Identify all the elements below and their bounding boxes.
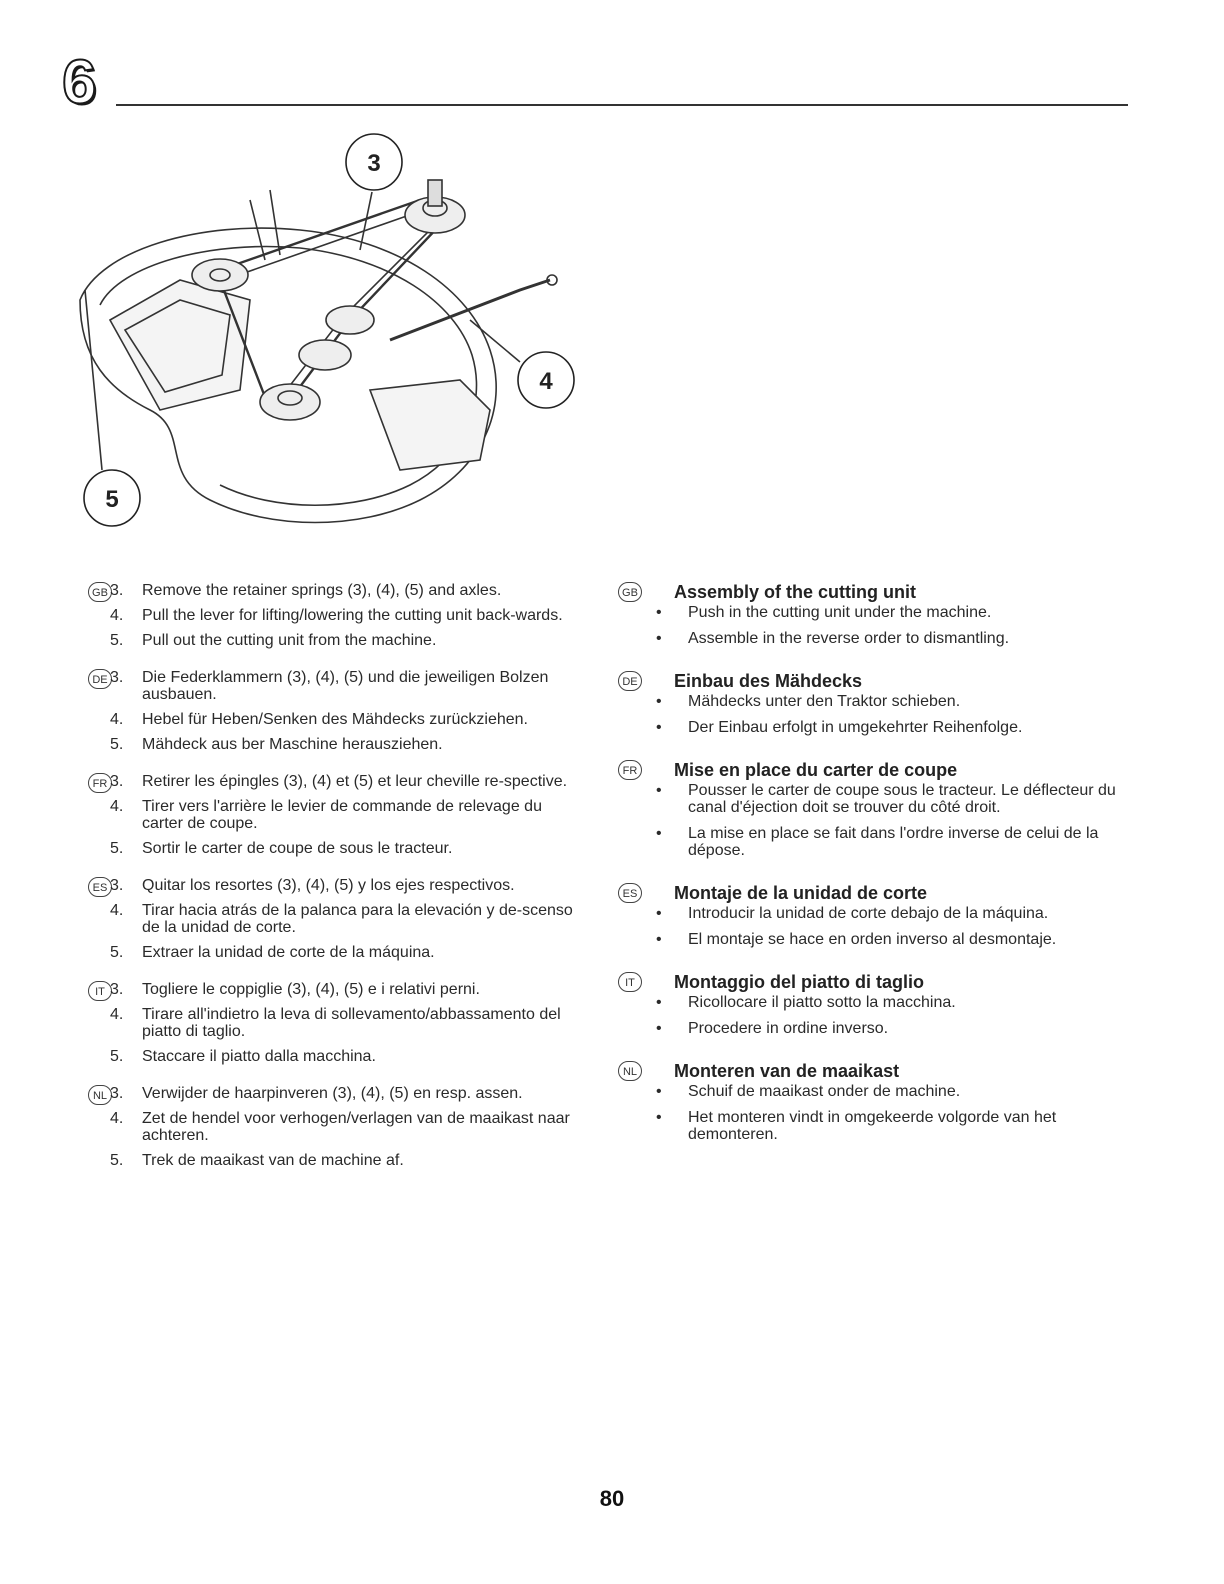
section-title: Mise en place du carter de coupe [674, 760, 958, 780]
language-badge: DE [618, 671, 642, 691]
removal-nl [88, 1085, 574, 1169]
step-item: 5. Extraer la unidad de corte de la máquina. [110, 944, 435, 961]
removal-column [88, 582, 574, 1189]
assembly-de [618, 671, 1128, 736]
step-item: 4. Tirare all'indietro la leva di sollevamento/abbassamento del piatto di taglio. [110, 1006, 561, 1040]
svg-text:5: 5 [105, 486, 119, 513]
step-item: 5. Sortir le carter de coupe de sous le tracteur. [110, 840, 453, 857]
language-badge: FR [88, 773, 112, 793]
page-number: 80 [599, 1486, 625, 1511]
language-badge: FR [618, 760, 642, 780]
section-title: Assembly of the cutting unit [674, 582, 917, 602]
section-title: Einbau des Mähdecks [674, 671, 863, 691]
chapter-number: 6 [62, 48, 97, 117]
step-item: 3. Die Federklammern (3), (4), (5) und die jeweiligen Bolzen ausbauen. [110, 669, 549, 703]
assembly-gb [618, 582, 1128, 647]
bullet-item: • Mähdecks unter den Traktor schieben. [656, 693, 961, 710]
step-item: 4. Tirer vers l'arrière le levier de commande de relevage du carter de coupe. [110, 798, 542, 832]
step-item: 4. Hebel für Heben/Senken des Mähdecks zurückziehen. [110, 711, 528, 728]
step-item: 3. Verwijder de haarpinveren (3), (4), (5) en resp. assen. [110, 1085, 523, 1102]
callout-3 [346, 134, 402, 190]
cutting-deck-illustration [40, 130, 600, 570]
assembly-it [618, 972, 1128, 1037]
bullet-item: • Push in the cutting unit under the machine. [656, 604, 992, 621]
bullet-item: • Der Einbau erfolgt in umgekehrter Reihenfolge. [656, 719, 1023, 736]
step-item: 3. Retirer les épingles (3), (4) et (5) et leur cheville re-spective. [110, 773, 568, 790]
bullet-item: • Ricollocare il piatto sotto la macchina. [656, 994, 956, 1011]
step-item: 5. Staccare il piatto dalla macchina. [110, 1048, 376, 1065]
language-badge: DE [88, 669, 112, 689]
bullet-item: • La mise en place se fait dans l'ordre inverse de celui de la dépose. [656, 825, 1099, 859]
step-item: 3. Togliere le coppiglie (3), (4), (5) e i relativi perni. [110, 981, 480, 998]
bullet-item: • Procedere in ordine inverso. [656, 1020, 889, 1037]
callout-5 [84, 470, 140, 526]
step-item: 4. Zet de hendel voor verhogen/verlagen van de maaikast naar achteren. [110, 1110, 570, 1144]
bullet-item: • Het monteren vindt in omgekeerde volgorde van het demonteren. [656, 1109, 1057, 1143]
step-item: 5. Mähdeck aus ber Maschine herausziehen. [110, 736, 443, 753]
bullet-item: • Assemble in the reverse order to dismantling. [656, 630, 1010, 647]
svg-text:4: 4 [539, 368, 553, 395]
step-item: 5. Pull out the cutting unit from the machine. [110, 632, 437, 649]
removal-de [88, 669, 574, 753]
language-badge: ES [618, 883, 642, 903]
section-title: Monteren van de maaikast [674, 1061, 900, 1081]
bullet-item: • Pousser le carter de coupe sous le tracteur. Le déflecteur du canal d'éjection doit se trouver du côté droit. [656, 782, 1116, 816]
language-badge: NL [88, 1085, 112, 1105]
removal-gb [88, 582, 574, 649]
section-title: Montaje de la unidad de corte [674, 883, 928, 903]
step-item: 4. Tirar hacia atrás de la palanca para la elevación y de-scenso de la unidad de corte. [110, 902, 573, 936]
language-badge: ES [88, 877, 112, 897]
step-item: 3. Remove the retainer springs (3), (4), (5) and axles. [110, 582, 502, 599]
callout-4 [518, 352, 574, 408]
assembly-column [618, 582, 1128, 1167]
assembly-fr [618, 760, 1128, 859]
bullet-item: • El montaje se hace en orden inverso al desmontaje. [656, 931, 1057, 948]
bullet-item: • Schuif de maaikast onder de machine. [656, 1083, 961, 1100]
assembly-es [618, 883, 1128, 948]
language-badge: IT [88, 981, 112, 1001]
step-item: 5. Trek de maaikast van de machine af. [110, 1152, 404, 1169]
language-badge: GB [88, 582, 112, 602]
language-badge: NL [618, 1061, 642, 1081]
step-item: 4. Pull the lever for lifting/lowering the cutting unit back-wards. [110, 607, 563, 624]
removal-it [88, 981, 574, 1065]
assembly-nl [618, 1061, 1128, 1143]
section-title: Montaggio del piatto di taglio [674, 972, 924, 992]
removal-fr [88, 773, 574, 857]
language-badge: IT [618, 972, 642, 992]
language-badge: GB [618, 582, 642, 602]
header-rule [116, 104, 1128, 106]
svg-text:3: 3 [367, 150, 381, 177]
step-item: 3. Quitar los resortes (3), (4), (5) y los ejes respectivos. [110, 877, 515, 894]
removal-es [88, 877, 574, 961]
bullet-item: • Introducir la unidad de corte debajo de la máquina. [656, 905, 1049, 922]
